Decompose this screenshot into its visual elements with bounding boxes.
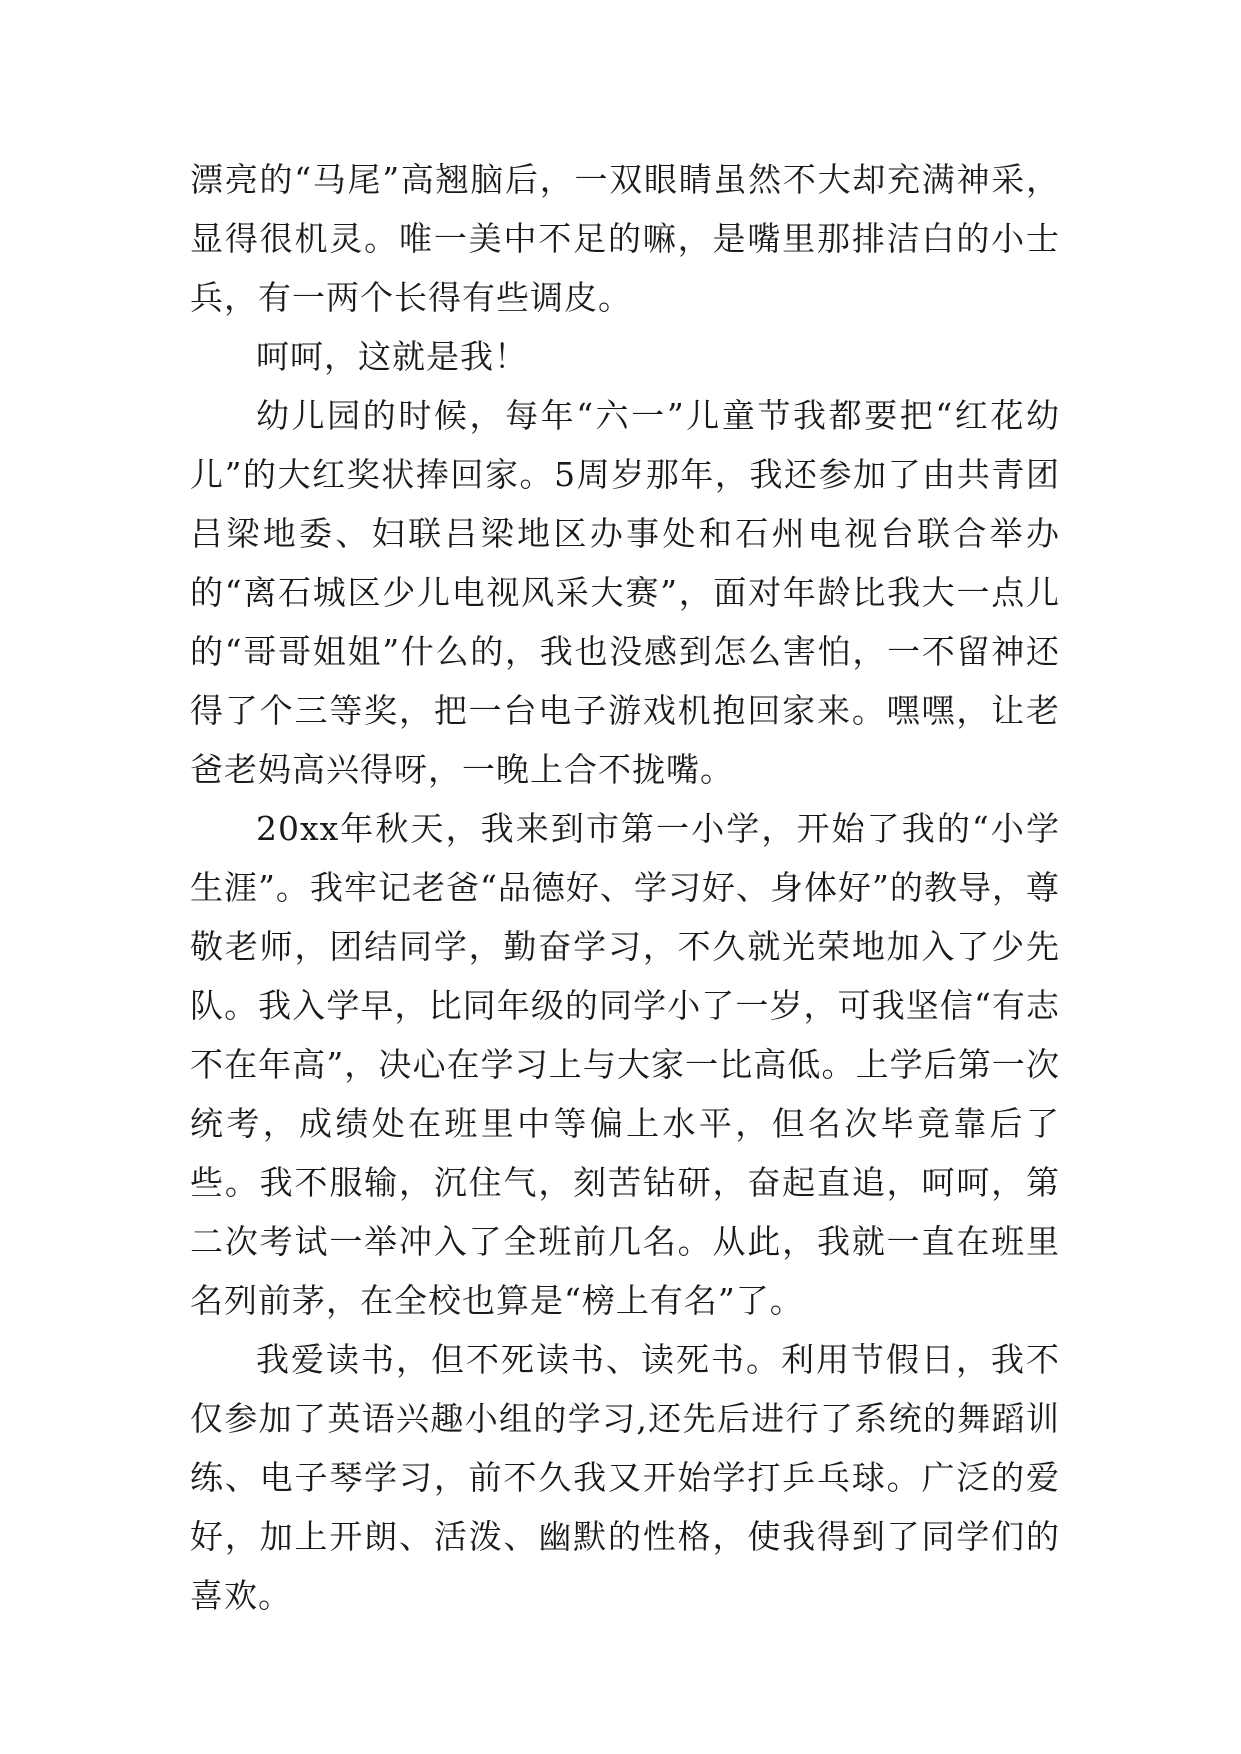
paragraph: 幼儿园的时候，每年“六一”儿童节我都要把“红花幼儿”的大红奖状捧回家。5周岁那年，我还参加了由共青团吕梁地委、妇联吕梁地区办事处和石州电视台联合举办的“离石城区少儿电视风采大赛”，面对年龄比我大一点儿的“哥哥姐姐”什么的，我也没感到怎么害怕，一不留神还得了个三等奖，把一台电子游戏机抱回家来。嘿嘿，让老爸老妈高兴得呀，一晚上合不拢嘴。 (190, 396, 1060, 789)
paragraph-continued: 漂亮的“马尾”高翘脑后，一双眼睛虽然不大却充满神采，显得很机灵。唯一美中不足的嘛，是嘴里那排洁白的小士兵，有一两个长得有些调皮。 (190, 160, 1060, 317)
document-page (190, 150, 1060, 1625)
paragraph: 20xx年秋天，我来到市第一小学，开始了我的“小学生涯”。我牢记老爸“品德好、学习好、身体好”的教导，尊敬老师，团结同学，勤奋学习，不久就光荣地加入了少先队。我入学早，比同年级的同学小了一岁，可我坚信“有志不在年高”，决心在学习上与大家一比高低。上学后第一次统考，成绩处在班里中等偏上水平，但名次毕竟靠后了些。我不服输，沉住气，刻苦钻研，奋起直追，呵呵，第二次考试一举冲入了全班前几名。从此，我就一直在班里名列前茅，在全校也算是“榜上有名”了。 (190, 809, 1060, 1320)
paragraph: 我爱读书，但不死读书、读死书。利用节假日，我不仅参加了英语兴趣小组的学习,还先后进行了系统的舞蹈训练、电子琴学习，前不久我又开始学打乒乓球。广泛的爱好，加上开朗、活泼、幽默的性格，使我得到了同学们的喜欢。 (190, 1340, 1060, 1615)
paragraph: 呵呵，这就是我！ (256, 337, 528, 376)
